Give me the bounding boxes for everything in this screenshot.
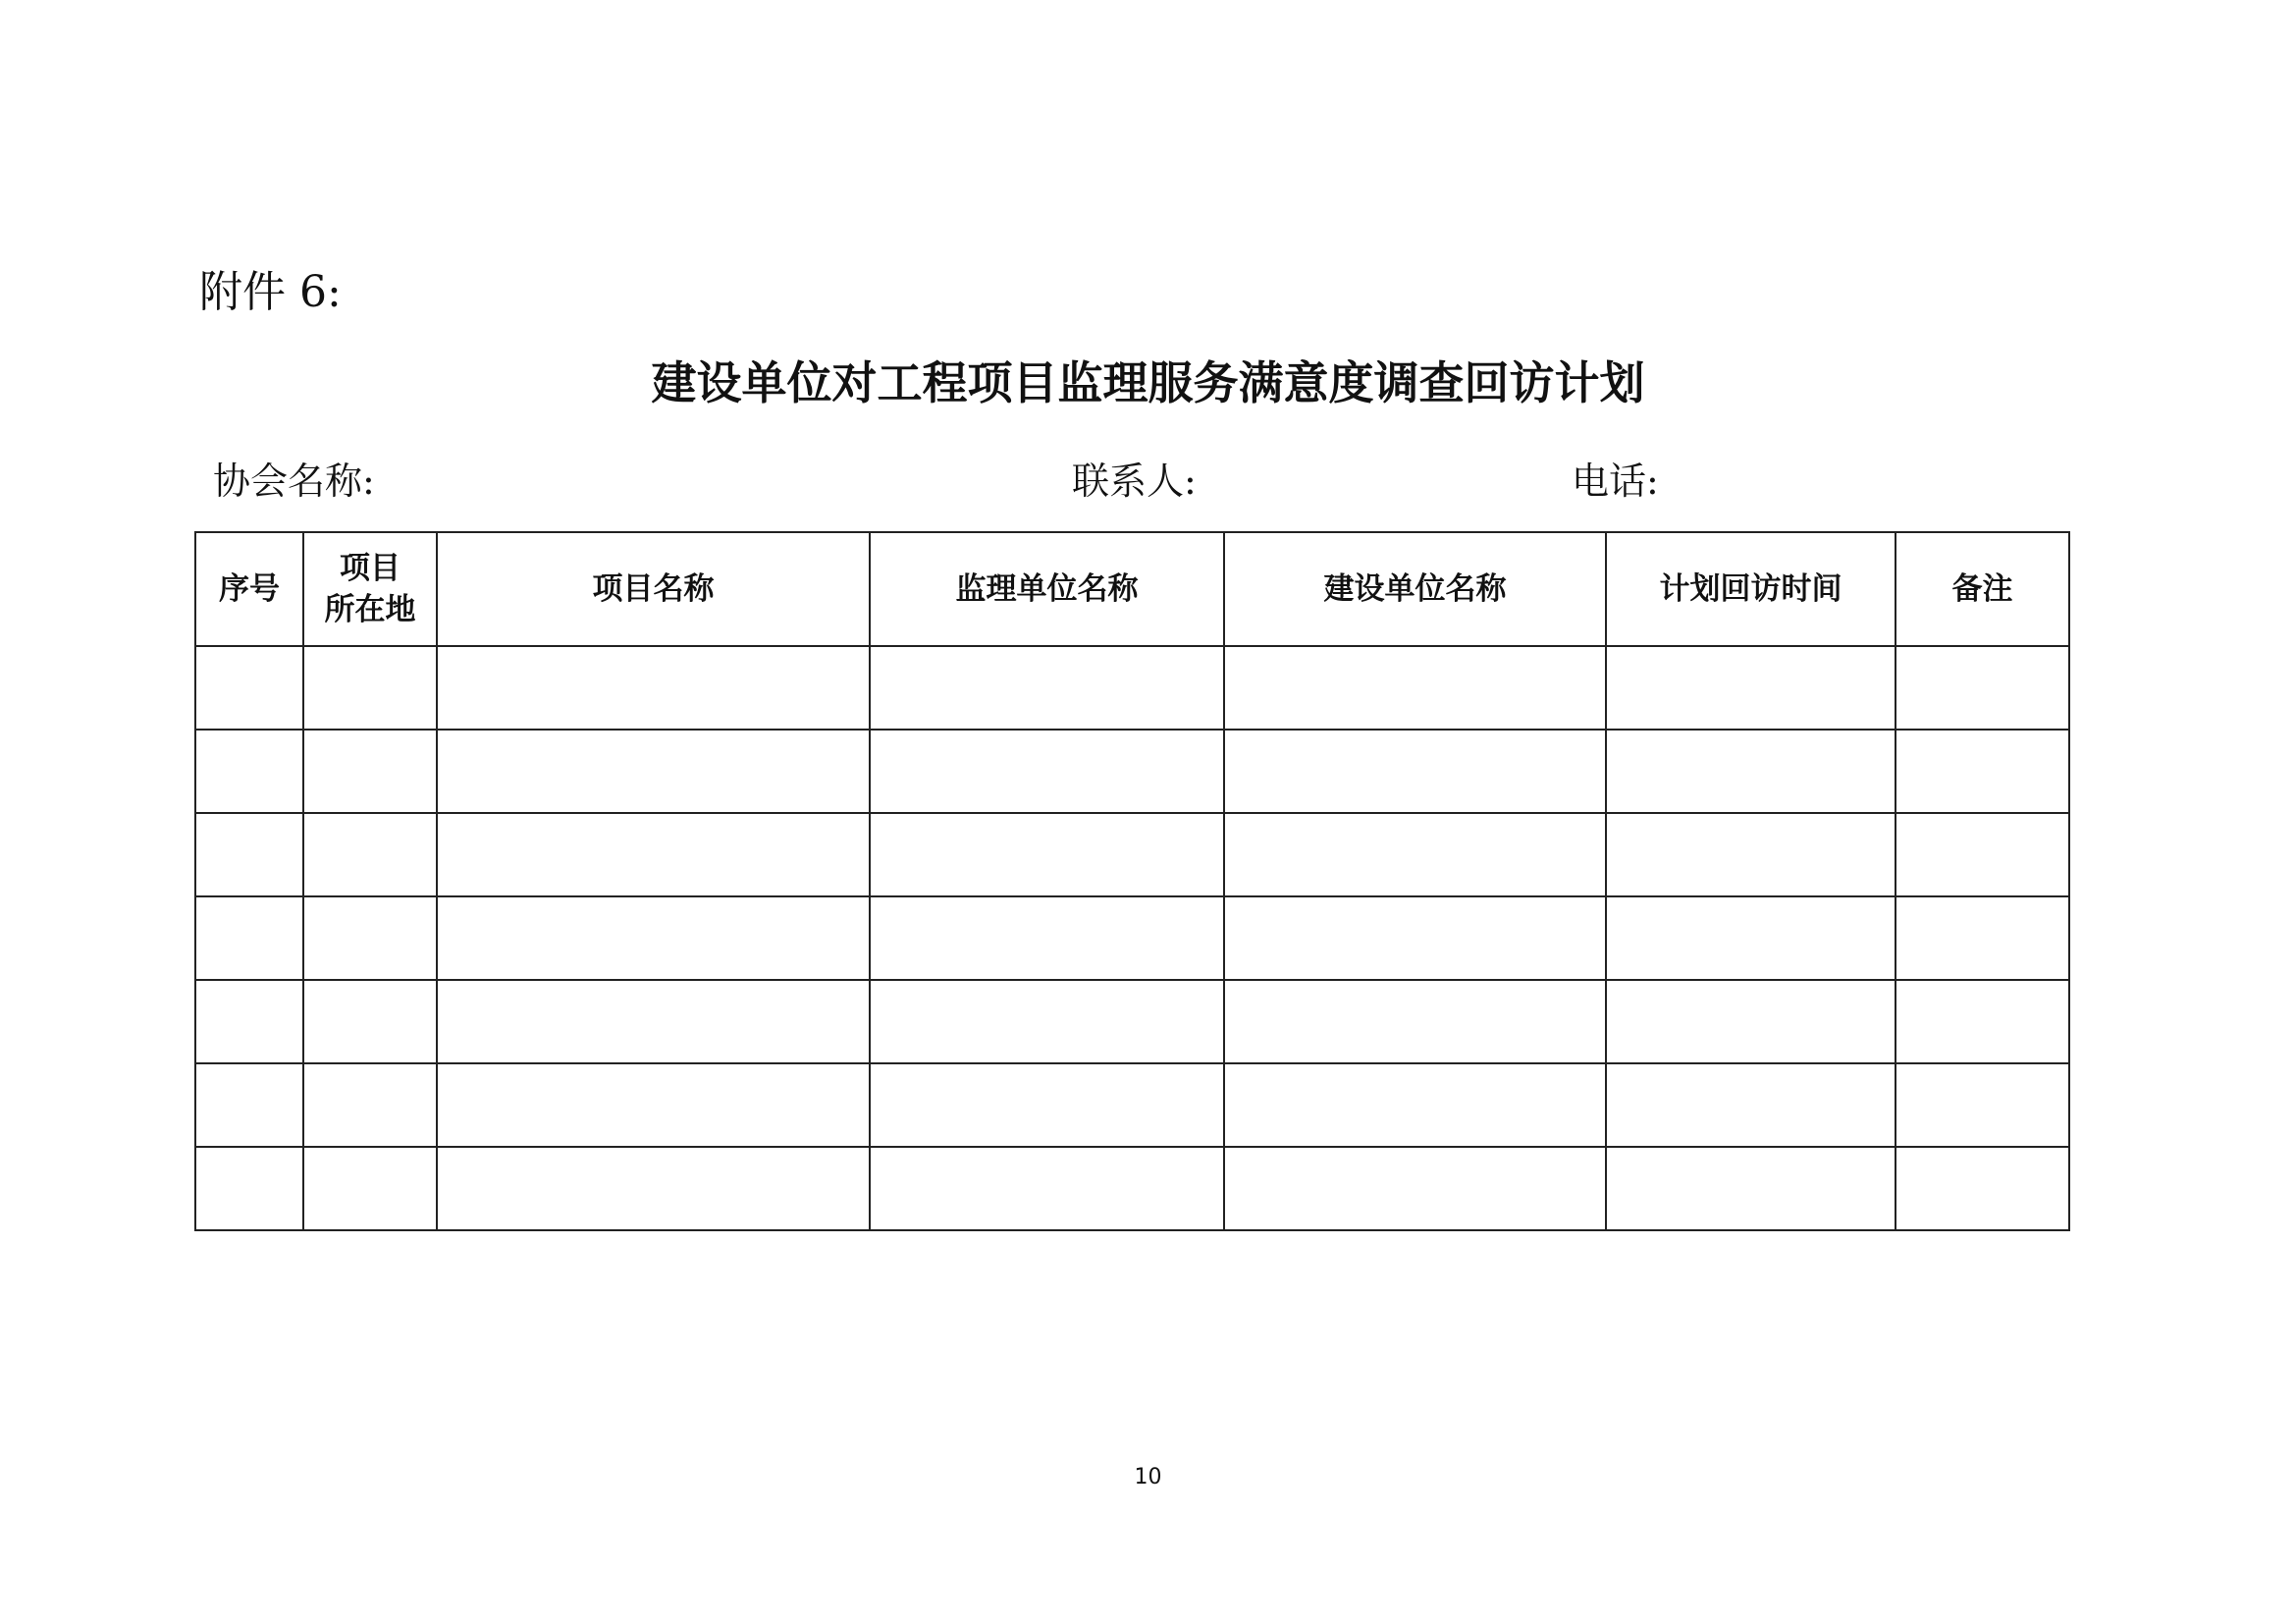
table-row [195, 1063, 2069, 1147]
table-cell[interactable] [870, 1063, 1224, 1147]
table-cell[interactable] [195, 813, 303, 896]
table-cell[interactable] [1606, 646, 1896, 730]
table-cell[interactable] [1224, 896, 1606, 980]
table-cell[interactable] [303, 646, 437, 730]
visit-plan-table [194, 531, 2070, 1231]
table-cell[interactable] [303, 980, 437, 1063]
table-cell[interactable] [195, 1063, 303, 1147]
table-cell[interactable] [870, 1147, 1224, 1230]
association-name-label: 协会名称: [213, 460, 375, 503]
table-cell[interactable] [195, 1147, 303, 1230]
table-cell[interactable] [437, 896, 870, 980]
table-cell[interactable] [1896, 896, 2069, 980]
table-cell[interactable] [870, 646, 1224, 730]
header-construction-unit-name: 建设单位名称 [1224, 532, 1606, 646]
table-cell[interactable] [437, 980, 870, 1063]
table-cell[interactable] [1896, 730, 2069, 813]
header-remarks: 备注 [1896, 532, 2069, 646]
table-cell[interactable] [303, 1063, 437, 1147]
header-serial-number: 序号 [195, 532, 303, 646]
table-cell[interactable] [1896, 646, 2069, 730]
table-row [195, 1147, 2069, 1230]
header-planned-visit-time: 计划回访时间 [1606, 532, 1896, 646]
header-project-name: 项目名称 [437, 532, 870, 646]
phone-label: 电话: [1572, 460, 1659, 503]
contact-person-label: 联系人: [1072, 460, 1197, 503]
table-cell[interactable] [1606, 813, 1896, 896]
table-cell[interactable] [437, 1063, 870, 1147]
table-cell[interactable] [1606, 1063, 1896, 1147]
table-cell[interactable] [1224, 980, 1606, 1063]
document-title: 建设单位对工程项目监理服务满意度调查回访计划 [651, 356, 1645, 409]
table-cell[interactable] [195, 896, 303, 980]
header-project-location-text: 项目 所在地 [324, 551, 416, 627]
table-cell[interactable] [195, 980, 303, 1063]
table-row [195, 980, 2069, 1063]
table-body [195, 646, 2069, 1230]
table-cell[interactable] [1606, 980, 1896, 1063]
table-cell[interactable] [195, 730, 303, 813]
table-cell[interactable] [1224, 646, 1606, 730]
table-cell[interactable] [870, 813, 1224, 896]
table-cell[interactable] [303, 896, 437, 980]
table-cell[interactable] [1896, 1063, 2069, 1147]
table-row [195, 646, 2069, 730]
table-cell[interactable] [1606, 1147, 1896, 1230]
table-cell[interactable] [437, 813, 870, 896]
table-cell[interactable] [1896, 1147, 2069, 1230]
table-cell[interactable] [870, 730, 1224, 813]
table-cell[interactable] [1606, 896, 1896, 980]
table-row [195, 730, 2069, 813]
table-cell[interactable] [870, 980, 1224, 1063]
table-cell[interactable] [1896, 980, 2069, 1063]
header-project-location [303, 532, 437, 646]
table-row [195, 813, 2069, 896]
table-cell[interactable] [303, 730, 437, 813]
table-cell[interactable] [1224, 1147, 1606, 1230]
table-cell[interactable] [1896, 813, 2069, 896]
table-cell[interactable] [1224, 1063, 1606, 1147]
table-cell[interactable] [1606, 730, 1896, 813]
table-cell[interactable] [1224, 813, 1606, 896]
table-row [195, 896, 2069, 980]
attachment-label: 附件 6: [199, 267, 342, 317]
table-cell[interactable] [437, 1147, 870, 1230]
table-cell[interactable] [437, 646, 870, 730]
table-cell[interactable] [195, 646, 303, 730]
page-number: 10 [1134, 1465, 1162, 1489]
table-cell[interactable] [437, 730, 870, 813]
table-cell[interactable] [303, 813, 437, 896]
header-supervision-unit-name: 监理单位名称 [870, 532, 1224, 646]
table-header-row [195, 532, 2069, 646]
table-cell[interactable] [1224, 730, 1606, 813]
table-cell[interactable] [303, 1147, 437, 1230]
table-cell[interactable] [870, 896, 1224, 980]
